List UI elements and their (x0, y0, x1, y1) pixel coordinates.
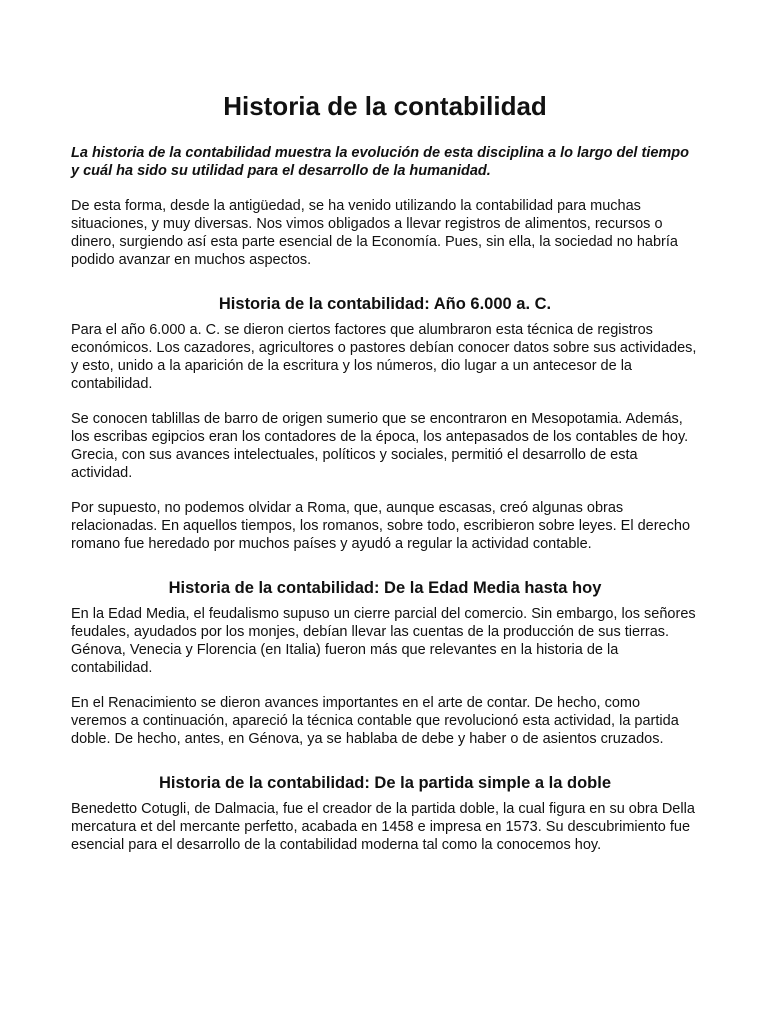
document-page (71, 86, 699, 871)
section-paragraph: Para el año 6.000 a. C. se dieron ciertos factores que alumbraron esta técnica de registros económicos. Los cazadores, agricultores o pastores debían conocer datos sobre sus actividades, y esto, unido a la aparición de la escritura y los números, dio lugar a un antecesor de la contabilidad. (71, 322, 697, 392)
section-paragraph: Se conocen tablillas de barro de origen sumerio que se encontraron en Mesopotamia. Además, los escribas egipcios eran los contadores de la época, los antepasados de los contables de hoy. Grecia, con sus avances intelectuales, políticos y sociales, permitió el desarrollo de esta actividad. (71, 411, 689, 481)
section-paragraph: En la Edad Media, el feudalismo supuso un cierre parcial del comercio. Sin embargo, los señores feudales, ayudados por los monjes, debían llevar las cuentas de la producción de sus tierras. Génova, Venecia y Florencia (en Italia) fueron más que relevantes en la historia de la contabilidad. (71, 606, 696, 676)
intro-summary: La historia de la contabilidad muestra la evolución de esta disciplina a lo largo del tiempo y cuál ha sido su utilidad para el desarrollo de la humanidad. (71, 145, 690, 179)
intro-paragraph: De esta forma, desde la antigüedad, se ha venido utilizando la contabilidad para muchas situaciones, y muy diversas. Nos vimos obligados a llevar registros de alimentos, recursos o dinero, surgiendo así esta parte esencial de la Economía. Pues, sin ella, la sociedad no habría podido avanzar en muchos aspectos. (71, 198, 678, 268)
section-heading: Historia de la contabilidad: De la partida simple a la doble (158, 774, 612, 792)
section-heading: Historia de la contabilidad: De la Edad Media hasta hoy (168, 579, 602, 597)
section-paragraph: Benedetto Cotugli, de Dalmacia, fue el creador de la partida doble, la cual figura en su obra Della mercatura et del mercante perfetto, acabada en 1458 e impresa en 1573. Su descubrimiento fue esencial para el desarrollo de la contabilidad moderna tal como la conocemos hoy. (71, 801, 695, 853)
section-paragraph: En el Renacimiento se dieron avances importantes en el arte de contar. De hecho, como veremos a continuación, apareció la técnica contable que revolucionó esta actividad, la partida doble. De hecho, antes, en Génova, ya se hablaba de debe y haber o de asientos cruzados. (71, 695, 679, 747)
section-edad-media (71, 577, 699, 748)
section-paragraph: Por supuesto, no podemos olvidar a Roma, que, aunque escasas, creó algunas obras relacionadas. En aquellos tiempos, los romanos, sobre todo, escribieron sobre leyes. El derecho romano fue heredado por muchos países y ayudó a regular la actividad contable. (71, 500, 691, 552)
section-partida-doble (71, 772, 699, 854)
document-title: Historia de la contabilidad (223, 91, 547, 121)
section-heading: Historia de la contabilidad: Año 6.000 a. C. (218, 295, 552, 313)
section-ano-6000 (71, 293, 699, 553)
